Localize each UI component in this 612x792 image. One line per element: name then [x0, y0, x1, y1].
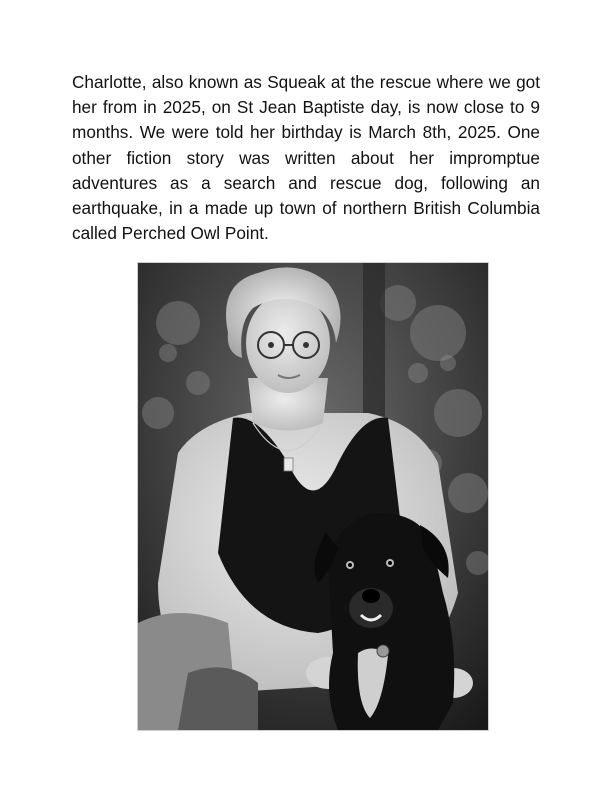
- portrait-photo: [138, 263, 488, 730]
- photo-illustration: [138, 263, 488, 730]
- body-paragraph: Charlotte, also known as Squeak at the rescue where we got her from in 2025, on St Jean Baptiste day, is now close to 9 months. We were told her birthday is March 8th, 2025. One other fiction story was written about her impromptue adventures as a search and rescue dog, following an earthquake, in a made up town of northern British Columbia called Perched Owl Point.: [72, 72, 540, 244]
- dog-figure: [314, 513, 454, 730]
